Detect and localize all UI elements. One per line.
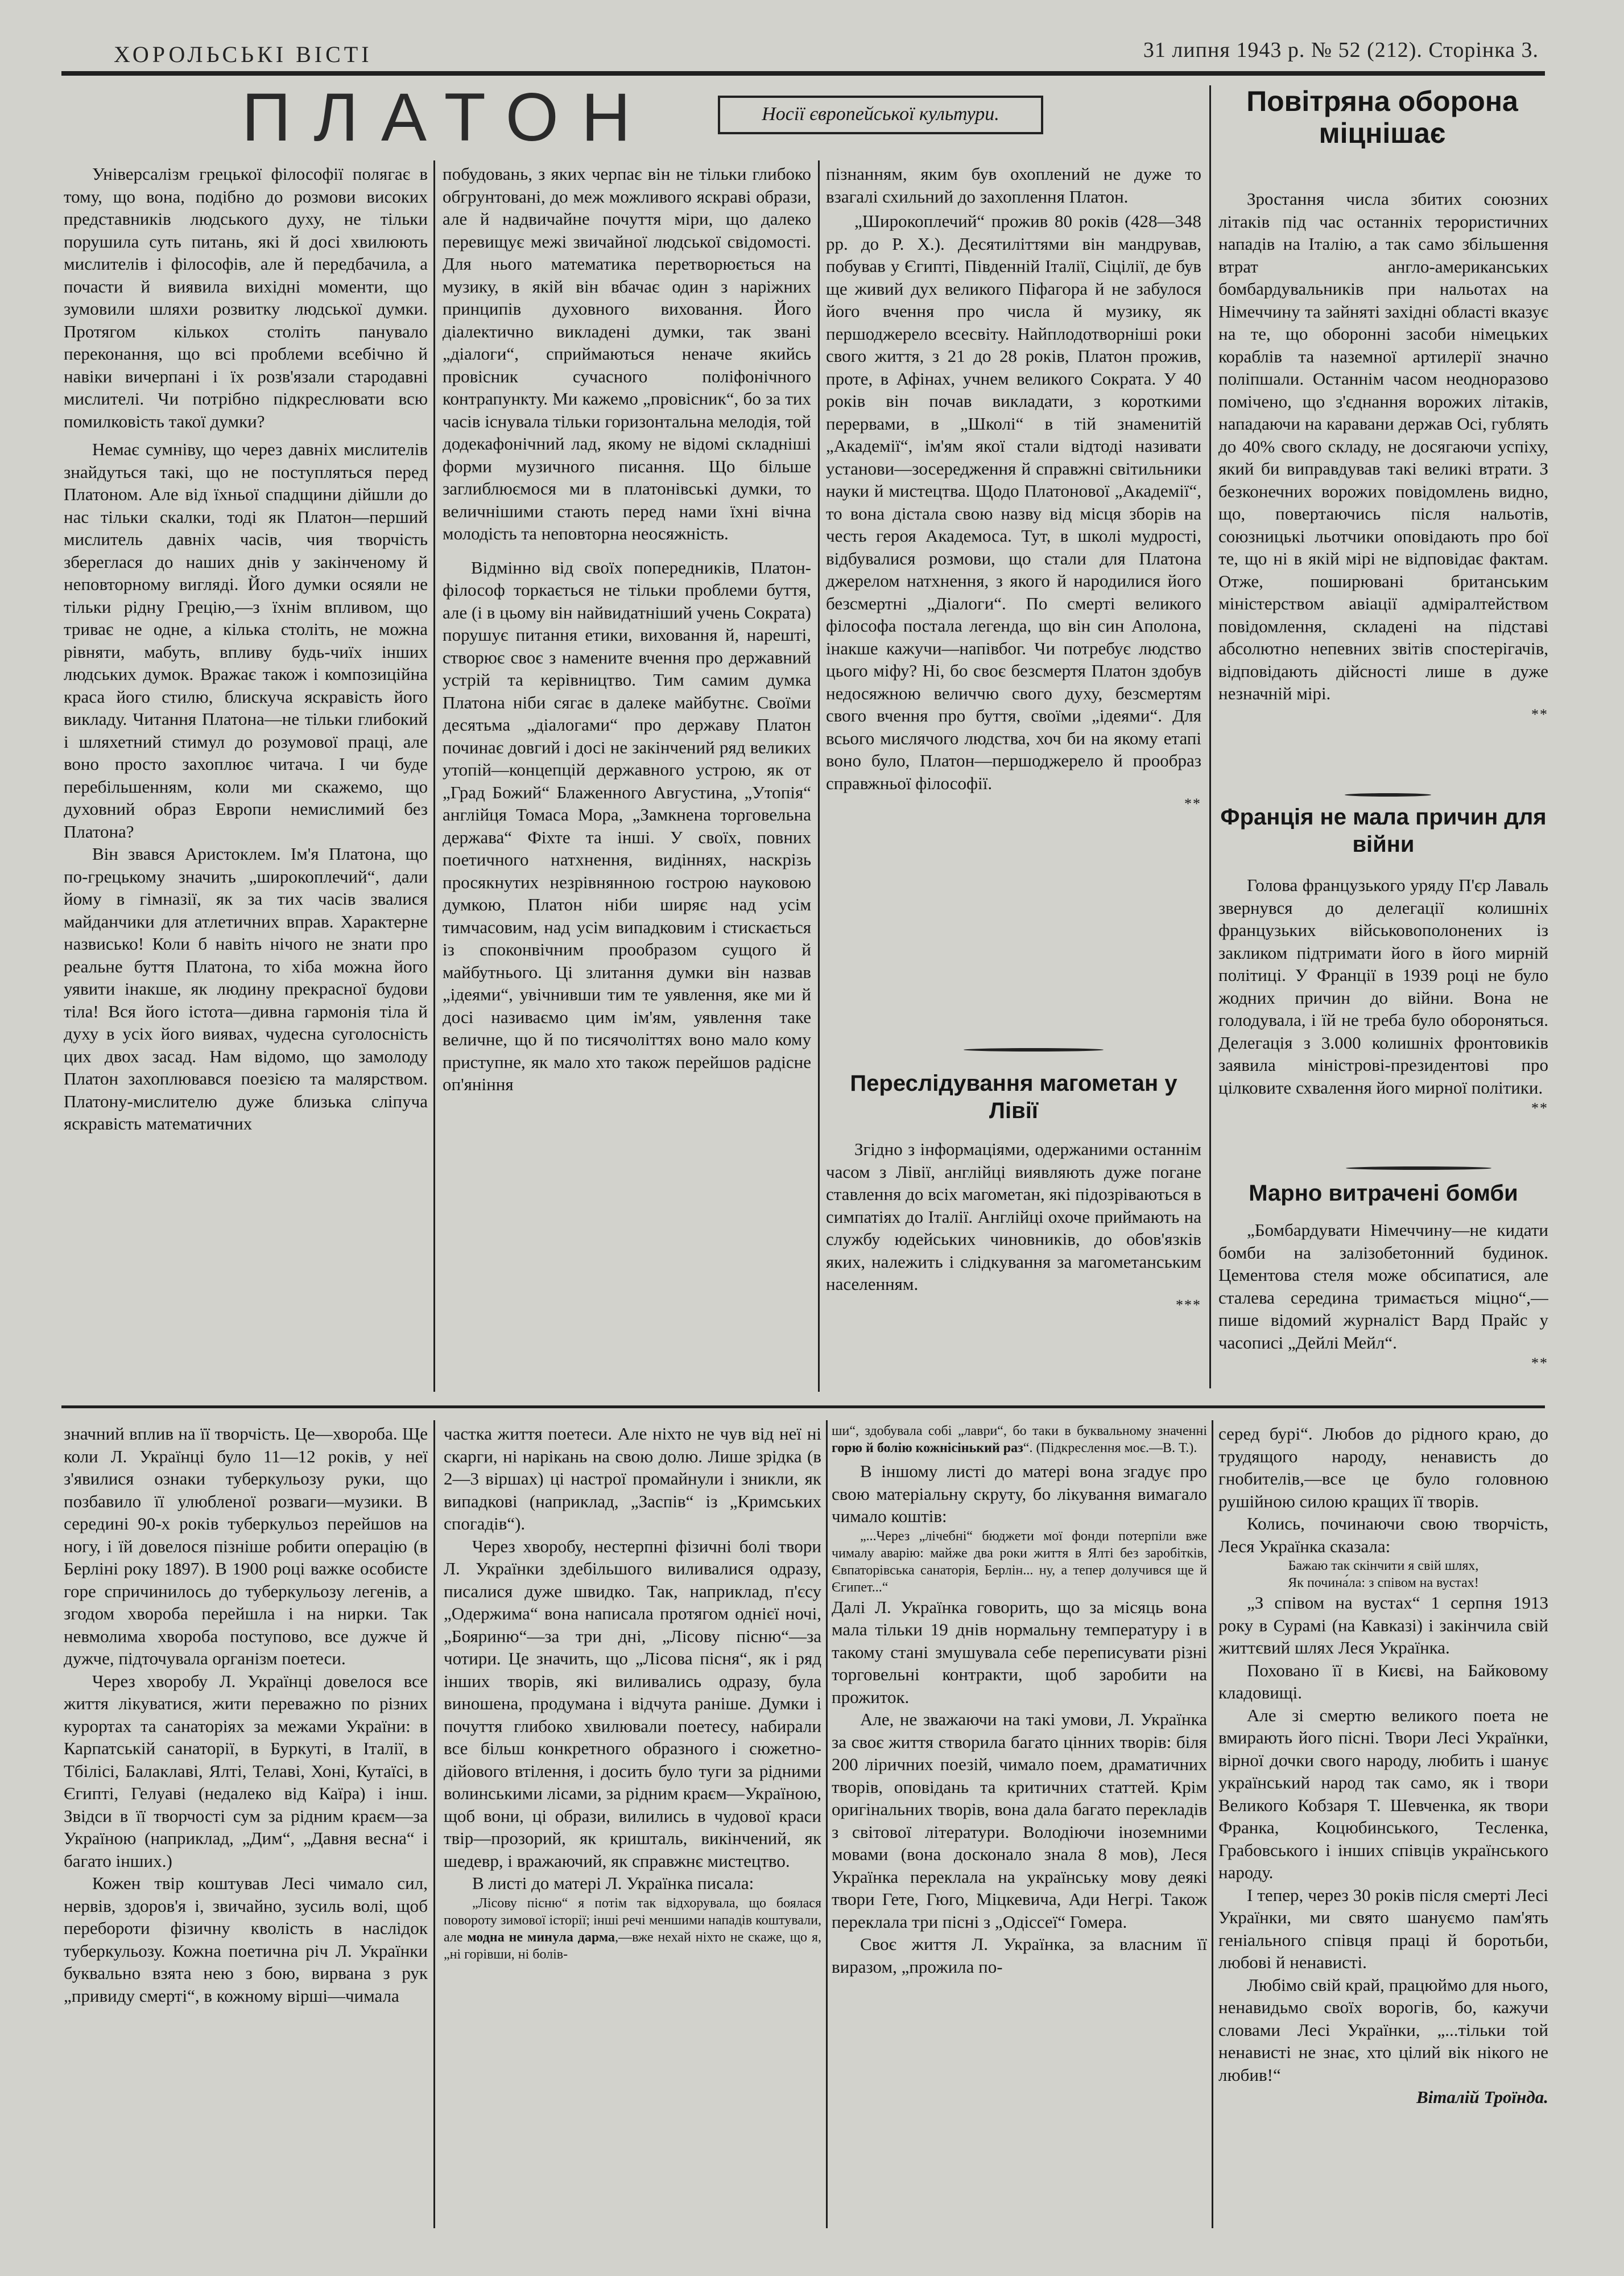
air-defence-body [1218,188,1548,791]
france-body [1218,874,1548,1153]
lesya-quote: „...Через „лічебні“ бюджети мої фонди потерпіли вже чималу аварію: майже два роки життя в Ялті без заробітків, Євпаторівська санаторія, Берлін... ну, а тепер долучився ще й Єгипет...“ [832,1528,1207,1595]
plato-paragraph: Відмінно від своїх попередників, Платон-філософ торкається не тільки проблеми буття, але (і в цьому він найвидатніший учень Сократа) порушує питання етики, виховання й, нарешті, створює своє з намените вчення про державний устрій та керівництво. Тим самим думка Платона ніби сягає в далеке майбутнє. Своїми десятьма „діалогами“ про державу Платон починає довгий і досі не закінчений ряд великих утопій—концепцій державного устрою, як от „Град Божий“ Блаженного Августина, „Утопія“ англійця Томаса Мора, „Замкнена торговельна держава“ Фіхте та інші. У своїх, повних поетичного натхнення, видіннях, наскрізь просякнутих незрівнянною гострою науковою думкою, Платон ніби ширяє над усім тимчасовим, над усім випадковим і стискається із споконвічним прообразом сущого й майбутнього. Ці злитання думки він назвав „ідеями“, увічнивши тим те уявлення, яке ми й досі називаємо цим ім'ям, уявлення таке величне, що й по тисячоліттях воно мало кому приступне, як мало хто також перейшов радісне оп'яніння [443,557,811,1094]
section-divider [1345,793,1431,797]
lesya-column-3 [832,1422,1207,2225]
lesya-paragraph: Але, не зважаючи на такі умови, Л. Українка за своє життя створила багато цінних творів: біля 200 ліричних поезій, чимало поем, драматичних творів, оповідань та критичних статтей. Крім оригінальних творів, вона дала багато перекладів з світової літератури. Володіючи іноземними мовами (вона досконало знала 8 мов), Леся Українка переклала на українську мову деякі твори Гете, Гюго, Міцкевича, Ади Негрі. Також переклала три пісні з „Одіссеї“ Гомера. [832,1709,1207,1932]
plato-paragraph: побудовань, з яких черпає він не тільки глибоко обгрунтовані, до меж можливого яскраві образи, але й надвичайне почуття міри, що далеко перевищує межі звичайної людської свідомості. Для нього математика перетворюється на музику, в якій він вбачає один з наріжних принципів духовного виховання. Його діалектично викладені думки, так звані „діалоги“, сприймаються неначе якийсь провісник сучасного поліфонічного контрапункту. Ми кажемо „провісник“, бо за тих часів існувала тільки горизонтальна мелодія, той додекафонічний лад, якому не відомі складніші форми музичного писання. Що більше заглиблюємося ми в платонівські думки, то величнішими стають перед нами їхні вічна молодість та неповторна неосяжність. [443,164,811,543]
lesya-paragraph: Поховано її в Києві, на Байковому кладовищі. [1218,1660,1548,1702]
poem-line: Як почина́ла: з співом на вустах! [1288,1576,1479,1590]
plato-column-3 [826,163,1201,1033]
lesya-paragraph: В листі до матері Л. Українка писала: [472,1873,754,1893]
lesya-paragraph: Через хворобу, нестерпні фізичні болі твори Л. Українки здебільшого виливалися одразу, писалися дуже швидко. Так, наприклад, п'єсу „Одержима“ вона написала протягом однієї ночі, „Бояриню“—за три дні, „Лісову пісню“—за чотири. Це значить, що „Лісова пісня“, як і ряд інших творів, які виливались одразу, була виношена, продумана і відчута раніше. Думки і почуття глибоко хвилювали поетесу, набирали все більш конкретного образного і сюжетно-дійового втілення, і досить було туги за рідними волинськими лісами, за рідним краєм—Україною, щоб вони, ці образи, вилились в чудової краси твір—прозорий, як кришталь, викінчений, як шедевр, і вражаючий, як справжнє мистецтво. [444,1536,821,1871]
column-rule [818,160,820,1392]
article-signature: ** [1531,706,1548,723]
article-signature: ** [1531,1100,1548,1116]
libya-body [826,1138,1201,1366]
column-rule [1212,1420,1213,2228]
plato-paragraph: Він звався Аристоклем. Ім'я Платона, що по-грецькому значить „широкоплечий“, дали йому в гімназії, як за тих часів звалися майданчики для атлетичних вправ. Характерне назвисько! Коли б навіть нічого не знати про реальне буття Платона, то хіба можна його уявити інакше, як людину прекрасної будови тіла! Вся його істота—дивна гармонія тіла й духу в усіх його виявах, чудесна суголосність цих двох засад. Нам відомо, що замолоду Платон захоплювався поезією та малярством. Платону-мислителю дуже близька сліпуча яскравість математичних [64,844,428,1133]
lesya-paragraph: Через хворобу Л. Українці довелося все життя лікуватися, жити переважно по різних курортах та санаторіях за межами України: в Карпатській санаторії, в Буркуті, в Італії, в Тбілісі, Балаклаві, Ялті, Телаві, Хоні, Кутаїсі, в Єгипті, Гелуаві (недалеко від Каїра) і інш. Звідси в її творчості сум за рідним краєм—за Україною (наприклад, „Дим“, „Давня весна“ і багато інших.) [64,1671,428,1871]
newspaper-name: ХОРОЛЬСЬКІ ВІСТІ [114,42,373,67]
article-title-plato: ПЛАТОН [242,79,654,155]
emphasis: горю й болію кожнісінький раз [832,1441,1023,1456]
poem-line: Бажаю так скінчити я свій шлях, [1288,1558,1479,1573]
lesya-paragraph: Далі Л. Українка говорить, що за місяць вона мала тільки 19 днів нормальну температуру і в такому стані змушувала себе переписувати різні торговельні контракти, щоб заробити на прожиток. [832,1597,1207,1707]
article-signature: ** [1531,1355,1548,1371]
section-divider [1346,1166,1491,1170]
author-signature: Віталій Троїнда. [1416,2087,1548,2107]
lesya-paragraph: В іншому листі до матері вона згадує про свою матеріальну скруту, бо лікування вимагало чимало коштів: [832,1461,1207,1526]
plato-paragraph: Немає сумніву, що через давніх мислителів знайдуться такі, що не поступляться перед Платоном. Але від їхньої спадщини дійшли до нас тільки скалки, тоді як Платон—перший мислитель давніх часів, чия творчість збереглася до наших днів у закінченому й неповторному вигляді. Його думки осяяли не тільки рідну Грецію,—з їхнім впливом, що триває не одне, а кілька століть, не можна рівняти, мабуть, впливу будь-чиїх інших людських думок. Вражає також і композиційна краса його стилю, блискуча яскравість його викладу. Читання Платона—не тільки глибокий і шляхетний стимул до розумової праці, але воно просто захоплює читача. І чи буде перебільшенням, коли ми скажемо, що духовний образ Европи немислимий без Платона? [64,439,428,842]
plato-column-2 [443,163,811,1394]
bombs-text: „Бомбардувати Німеччину—не кидати бомби на залізобетонний будинок. Цементова стеля може обсипатися, але сталева середина тримається міцно“,—пише відомий журналіст Вард Прайс у часописі „Дейлі Мейл“. [1218,1220,1548,1353]
column-rule [1209,85,1211,1388]
lesya-paragraph: серед бурі“. Любов до рідного краю, до трудящого народу, ненависть до гнобителів,—все це було головною рушійною силою кращих її творів. [1218,1424,1548,1511]
issue-date: 31 липня 1943 р. № 52 (212). Сторінка 3. [1143,38,1539,62]
lesya-paragraph: Своє життя Л. Українка, за власним її виразом, „прожила по- [832,1934,1207,1977]
lesya-paragraph: Колись, починаючи свою творчість, Леся Українка сказала: [1218,1514,1548,1556]
column-rule [826,1420,828,2228]
libya-text: Згідно з інформаціями, одержаними останнім часом з Лівії, англійці виявляють дуже погане ставлення до всіх магометан, які підозріваються в симпатіях до Італії. Англійці охоче приймають на службу юдейських чиновників, до обов'язків яких, належить і слідкування за магометанським населенням. [826,1139,1201,1294]
article-title-france: Франція не мала причин для війни [1220,805,1547,857]
lesya-paragraph: Любімо свій край, працюймо для нього, ненавидьмо своїх ворогів, бо, кажучи словами Лесі Українки, „...тільки той ненависті не знає, хто цілий вік нікого не любив!“ [1218,1974,1548,2085]
lesya-paragraph: значний вплив на її творчість. Це—хвороба. Ще коли Л. Українці було 11—12 років, у неї з'явилися ознаки туберкульозу руки, що позбавило її улюбленої розваги—музики. В середині 90-х років туберкульоз перейшов на ногу, і їй довелося пізніше робити операцію (в Берліні року 1897). В 1900 році важке особисте горе спричинилось до туберкульозу легенів, а згодом хвороба перейшла і на нирки. Так невмолима хвороба поступово, все дужче й дужче, підточувала організм поетеси. [64,1424,428,1668]
article-title-air-defence: Повітряна оборона міцнішає [1246,85,1518,149]
header-rule [61,71,1545,76]
article-signature: ** [1184,795,1201,812]
lesya-quote: „Лісову пісню“ я потім так відхорувала, що боялася повороту зимової історії; інші речі меншими нападів коштували, але модна не минула дарма,—вже нехай ніхто не скаже, що я, „ні горівши, ні болів- [444,1895,821,1962]
plato-paragraph: пізнанням, яким був охоплений не дуже то взагалі схильний до захоплення Платон. [826,164,1201,207]
lesya-column-4 [1218,1422,1548,2225]
article-subtitle-box: Носії європейської культури. [718,96,1043,134]
plato-column-1 [64,163,428,1394]
lesya-paragraph: І тепер, через 30 років після смерті Лесі Українки, ми свято шануємо пам'ять геніального співця праці й боротьби, любові й ненависті. [1218,1885,1548,1972]
lesya-paragraph: Кожен твір коштував Лесі чимало сил, нервів, здоров'я і, звичайно, зусиль волі, щоб перебороти фізичну кволість в наслідок туберкульозу. Кожна поетична річ Л. Українки буквально взята нею з бою, вирвана з рук „привиду смерті“, в кожному вірші—чимала [64,1873,428,2006]
plato-paragraph: „Широкоплечий“ прожив 80 років (428—348 рр. до Р. Х.). Десятиліттями він мандрував, побував у Єгипті, Південній Італії, Сіцілії, де був ще живий дух великого Піфагора й не забулося його вчення про числа й музику, як першоджерело всесвіту. Найплодотворніші роки свого життя, з 21 до 28 років, Платон прожив, проте, в Афінах, учнем великого Сократа. У 40 років він почав викладати, з короткими перервами, в „Школі“ в тій знаменитій „Академії“, ім'ям якої стали відтоді називати установи—зосередження й справжні світильники науки й мистецтва. Щодо Платонової „Академії“, то вона дістала свою назву від місця зборів на честь героя Академоса. Тут, в школі мудрості, відбувалися розмови, що стали для Платона джерелом натхнення, з якого й народилися його безсмертні „Діалоги“. По смерті великого філософа постала легенда, що він син Аполона, інакше кажучи—напівбог. Чи потребує людство цього міфу? Ні, бо своє безсмертя Платон здобув недосяжною величчю свого духу, безсмертям свого вчення про буття, своїми „ідеями“. Для всього мислячого людства, хоч би на якому етапі воно було, Платон—першоджерело й прообраз справжньої філософії. [826,211,1201,793]
section-divider [964,1048,1104,1052]
column-rule [433,1420,435,2228]
bombs-body [1218,1219,1548,1384]
column-rule [433,160,435,1392]
emphasis: модна не минула дарма [467,1929,615,1945]
lesya-quote: ши“, здобувала собі „лаври“, бо таки в буквальному значенні горю й болію кожнісінький раз“. (Підкреслення моє.—В. Т.). [832,1424,1207,1456]
france-text: Голова французького уряду П'єр Лаваль звернувся до делегації колишніх французьких військовополонених із закликом підтримати його в його мирній політиці. У Франції в 1939 році не було жодних причин до війни. Вона не голодувала, і їй не треба було обороняться. Делегація з 3.000 колишніх фронтовиків заявила міністрові-президентові про цілковите схвалення його мирної політики. [1218,875,1548,1098]
article-title-bombs: Марно витрачені бомби [1249,1181,1518,1206]
lesya-column-1 [64,1422,428,2225]
article-title-libya: Переслідування магометан у Лівії [850,1071,1177,1123]
lesya-paragraph: Але зі смертю великого поета не вмирають його пісні. Твори Лесі Українки, вірної дочки свого народу, любить і шанує український народ так само, як і твори Великого Кобзаря Т. Шевченка, як твори Франка, Коцюбинського, Тесленка, Грабовського і інших співців українського народу. [1218,1705,1548,1882]
section-rule [61,1405,1545,1408]
article-signature: *** [1176,1296,1201,1313]
plato-paragraph: Універсалізм грецької філософії полягає в тому, що вона, подібно до розмови високих представників людського духу, не тільки порушила суть питань, які й досі хвилюють мислителів і філософів, але й передбачила, а почасти й виявила вихідні моменти, що зумовили шляхи розвитку людської думки. Протягом кількох століть панувало переконання, що всі проблеми всебічно й навіки вичерпані і їх розв'язали стародавні мислителі. Чи потрібно підкреслювати всю помилковість такої думки? [64,164,428,431]
lesya-paragraph: частка життя поетеси. Але ніхто не чув від неї ні скарги, ні нарікань на свою долю. Лише зрідка (в 2—3 віршах) ці настрої промайнули і зникли, як випадкові (наприклад, „Заспів“ із „Кримських спогадів“). [444,1424,821,1533]
lesya-column-2 [444,1422,821,2225]
air-defence-text: Зростання числа збитих союзних літаків під час останніх терористичних нападів на Італію, а так само збільшення втрат англо-американських бомбардувальників при нальотах на Німеччину та зайняті західні області вказує на те, що оборонні засоби німецьких кораблів та наземної артилерії значно поліпшали. Останнім часом неодноразово помічено, що з'єднання ворожих літаків, нападаючи на каравани держав Осі, гублять до 40% свого складу, не досягаючи успіху, який би виправдував такі великі втрати. З безконечних ворожих повідомлень видно, що, повертаючись після нальотів, союзницькі льотчики оповідають про бої те, що ні в якій мірі не відповідає фактам. Отже, поширювані британським міністерством авіації адміралтейством повідомлення, складені на підставі абсолютно непевних звітів спостерігачів, відповідають дійсності лише в дуже незначній мірі. [1218,189,1548,703]
lesya-paragraph: „З співом на вустах“ 1 серпня 1913 року в Сурамі (на Кавказі) і закінчила свій життєвий шлях Леся Українка. [1218,1593,1548,1657]
